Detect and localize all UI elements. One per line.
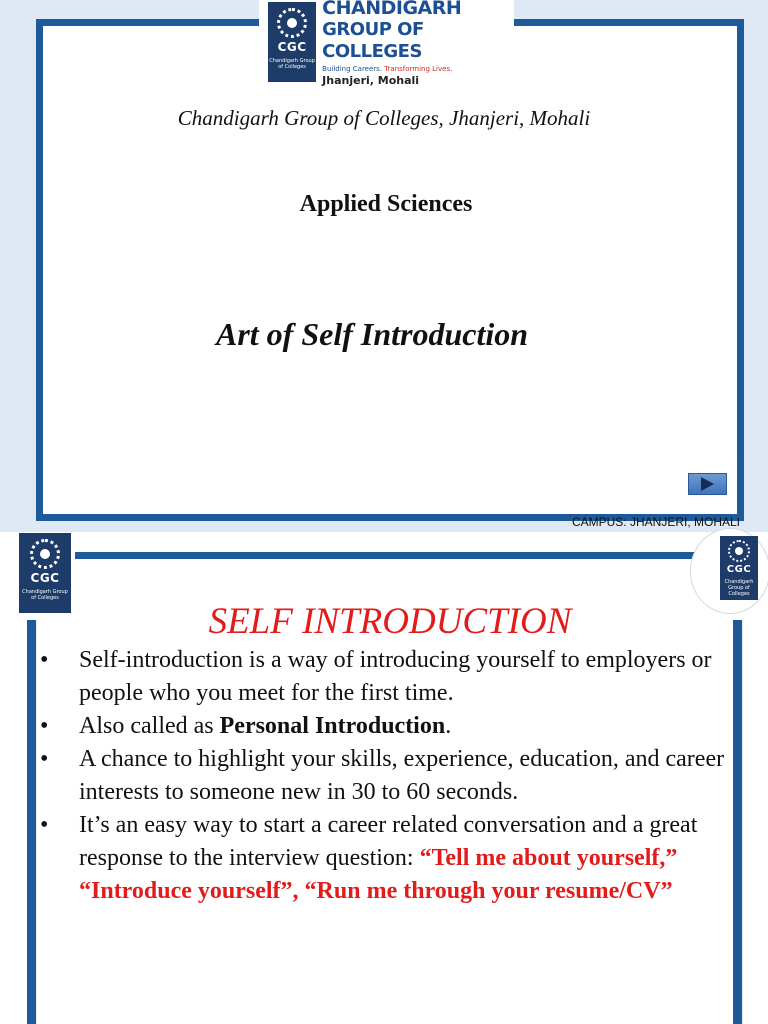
- next-slide-button[interactable]: [688, 473, 727, 495]
- bullet-text: Self-introduction is a way of introducing yourself to employers or people who you meet for the first time.: [79, 647, 712, 706]
- slide-frame: [36, 19, 744, 521]
- cgc-logo-right: [720, 536, 758, 600]
- bullet-marker: •: [40, 746, 49, 772]
- play-icon: [701, 477, 714, 491]
- department-name: Applied Sciences: [299, 191, 473, 217]
- cgc-badge: [268, 2, 316, 82]
- cgc-badge-sub: Chandigarh Group of Colleges: [269, 58, 315, 70]
- logo-wordmark: [322, 0, 514, 87]
- cgc-badge-sub: Chandigarh Group of Colleges: [724, 579, 754, 597]
- logo-tagline-b: Transforming Lives.: [384, 65, 453, 73]
- bullet-bold-text: Personal Introduction: [219, 713, 446, 739]
- bullet-marker: •: [40, 647, 49, 673]
- bullet-marker: •: [40, 812, 49, 838]
- gear-icon: [277, 8, 307, 38]
- logo-tagline: [322, 65, 514, 73]
- slide-top-bar: [75, 552, 741, 559]
- cgc-badge-text: CGC: [726, 564, 752, 575]
- bullet-item: [40, 809, 740, 908]
- cgc-badge-sub: Chandigarh Group of Colleges: [22, 589, 68, 601]
- logo-line-2: GROUP OF COLLEGES: [322, 19, 424, 62]
- logo-line-1: CHANDIGARH: [322, 0, 462, 19]
- college-logo: [259, 0, 514, 87]
- gear-icon: [728, 540, 750, 562]
- bullet-item: [40, 710, 740, 743]
- bullet-marker: •: [40, 713, 49, 739]
- cgc-badge-text: CGC: [277, 40, 307, 54]
- slide-left-bar: [27, 620, 36, 1024]
- bullet-list: [40, 644, 740, 908]
- bullet-text: It’s an easy way to start a career related conversation and a great response to the interview question:: [79, 812, 698, 871]
- bullet-highlight-text: “Tell me about yourself,” “Introduce yourself”, “Run me through your resume/CV”: [79, 845, 678, 904]
- slide-heading: SELF INTRODUCTION: [208, 601, 572, 642]
- bullet-text: Also called as: [79, 713, 220, 739]
- bullet-item: [40, 743, 740, 809]
- logo-tagline-a: Building Careers.: [322, 65, 383, 73]
- campus-label: CAMPUS: JHANJERI, MOHALI: [571, 515, 740, 529]
- bullet-item: [40, 644, 740, 710]
- gear-icon: [30, 539, 60, 569]
- bullet-text-end: .: [445, 713, 452, 739]
- bullet-text: A chance to highlight your skills, experience, education, and career interests to someone new in 30 to 60 seconds.: [79, 746, 725, 805]
- logo-place: Jhanjeri, Mohali: [322, 74, 420, 87]
- college-name: Chandigarh Group of Colleges, Jhanjeri, Mohali: [177, 106, 591, 130]
- cgc-badge-text: CGC: [30, 571, 60, 585]
- presentation-title: Art of Self Introduction: [215, 316, 529, 352]
